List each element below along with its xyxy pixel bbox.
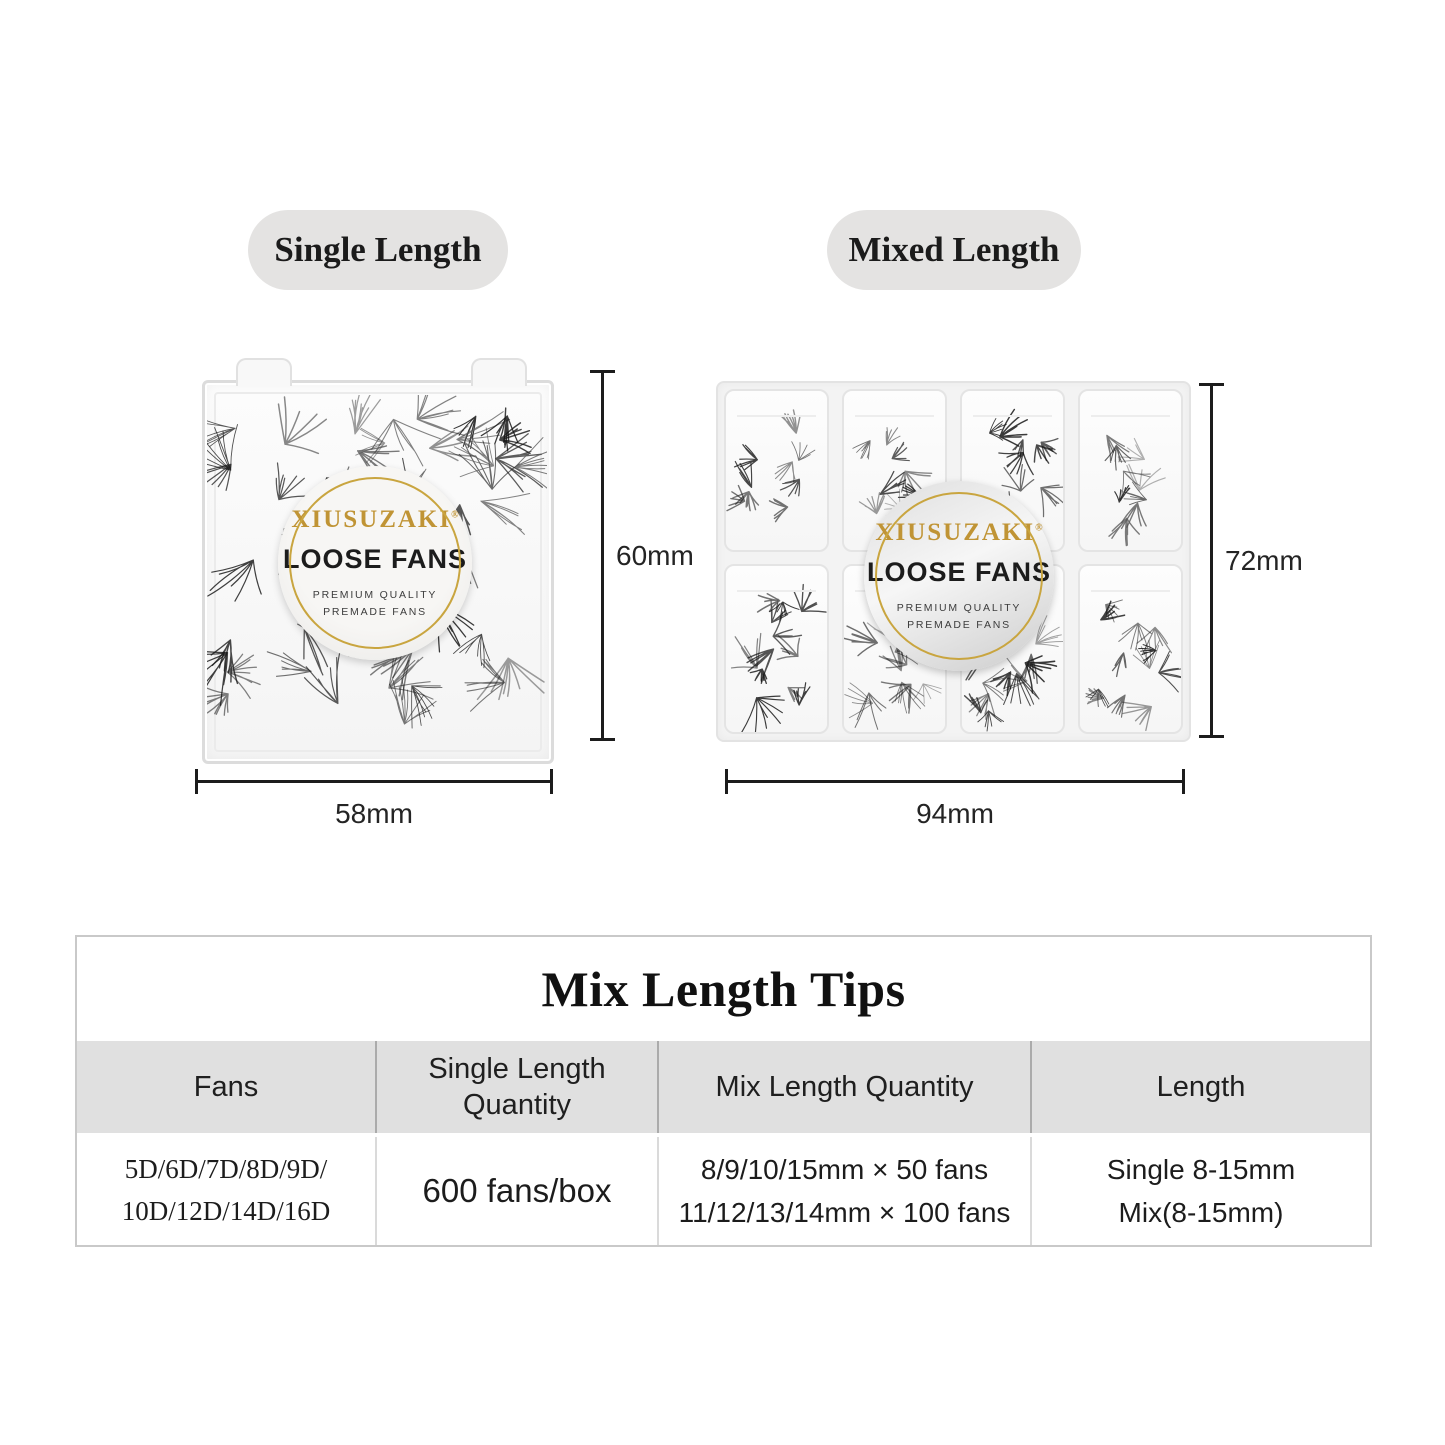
dimension-cap xyxy=(550,769,553,794)
label-tagline: PREMIUM QUALITY PREMADE FANS xyxy=(312,589,438,618)
cell-length: Single 8-15mm Mix(8-15mm) xyxy=(1030,1137,1370,1245)
mixed-length-box xyxy=(716,381,1191,742)
trademark-symbol: ® xyxy=(1035,522,1043,534)
dimension-value-single-height: 60mm xyxy=(616,539,694,571)
brand-label xyxy=(278,466,472,660)
dimension-cap xyxy=(1182,769,1185,794)
dimension-line-single-width xyxy=(195,780,553,829)
lash-fans-cell xyxy=(726,391,827,550)
col-header-mix-quantity: Mix Length Quantity xyxy=(657,1041,1030,1133)
product-name: LOOSE FANS xyxy=(282,544,468,575)
cell-single-quantity: 600 fans/box xyxy=(375,1137,657,1245)
lash-fans-cell xyxy=(1080,391,1181,550)
col-header-length: Length xyxy=(1030,1041,1370,1133)
lash-fans-cell xyxy=(726,566,827,732)
col-header-single-quantity: Single Length Quantity xyxy=(375,1041,657,1133)
single-length-box xyxy=(202,380,554,764)
compartment xyxy=(724,564,829,734)
box-hinge-right xyxy=(471,358,527,386)
dimension-line-mixed-height xyxy=(1210,383,1303,738)
dimension-value-single-width: 58mm xyxy=(335,798,413,829)
lash-fans-cell xyxy=(1080,566,1181,732)
trademark-symbol: ® xyxy=(451,509,459,521)
product-name: LOOSE FANS xyxy=(866,557,1052,588)
col-header-fans: Fans xyxy=(193,1070,259,1103)
compartment xyxy=(1078,564,1183,734)
dimension-cap xyxy=(590,738,615,741)
cell-mix-quantity: 8/9/10/15mm × 50 fans 11/12/13/14mm × 100 fans xyxy=(657,1137,1030,1245)
brand-name: XIUSUZAKI® xyxy=(875,519,1043,547)
mix-length-tips-table xyxy=(75,935,1372,1247)
dimension-cap xyxy=(725,769,728,794)
cell-fans: 5D/6D/7D/8D/9D/ 10D/12D/14D/16D xyxy=(121,1154,331,1226)
dimension-cap xyxy=(590,370,615,373)
badge-mixed-length: Mixed Length xyxy=(827,210,1081,290)
dimension-cap xyxy=(1199,383,1224,386)
brand-label xyxy=(864,481,1054,671)
dimension-cap xyxy=(1199,735,1224,738)
dimension-cap xyxy=(195,769,198,794)
dimension-value-mixed-height: 72mm xyxy=(1225,544,1303,576)
compartment xyxy=(1078,389,1183,552)
table-data-row xyxy=(77,1137,1370,1245)
dimension-line-single-height xyxy=(601,370,694,741)
table-title: Mix Length Tips xyxy=(541,961,906,1017)
label-tagline: PREMIUM QUALITY PREMADE FANS xyxy=(896,602,1022,631)
dimension-value-mixed-width: 94mm xyxy=(916,798,994,829)
badge-single-length: Single Length xyxy=(248,210,508,290)
dimension-line-mixed-width xyxy=(725,780,1185,829)
box-hinge-left xyxy=(236,358,292,386)
brand-name: XIUSUZAKI® xyxy=(291,506,459,534)
table-header-row xyxy=(77,1041,1370,1137)
compartment xyxy=(724,389,829,552)
